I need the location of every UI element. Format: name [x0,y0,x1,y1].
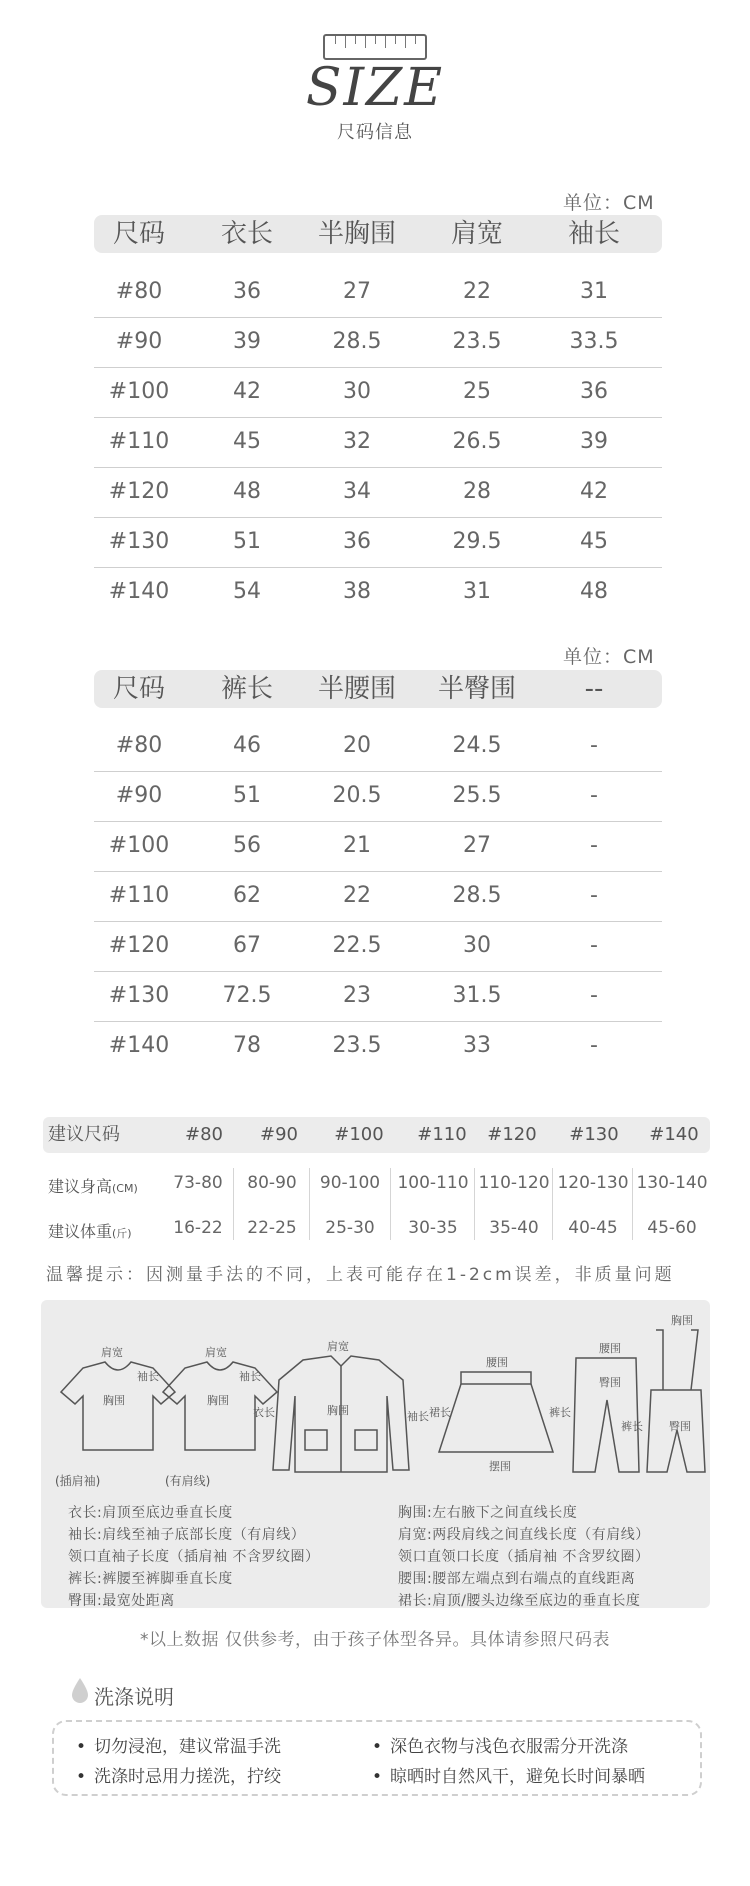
table-cell: 78 [233,1033,261,1058]
washing-item: • 深色衣物与浅色衣服需分开洗涤 [372,1732,628,1757]
header-cell: 袖长 [567,219,620,249]
desc-left: 袖长:肩线至袖子底部长度（有肩线） [68,1527,306,1543]
recommend-weight: 16-22 [173,1218,223,1238]
label-chest: 胸围 [207,1395,229,1407]
table-row [0,771,750,821]
table-row [0,267,750,317]
label-length: 衣长 [253,1407,275,1419]
table-cell: 72.5 [222,983,272,1008]
table-cell: #80 [115,279,163,304]
table-cell: #110 [108,883,170,908]
label-hem: 摆围 [489,1461,511,1473]
table-cell: 36 [343,529,371,554]
desc-right: 胸围:左右腋下之间直线长度 [398,1505,578,1521]
recommend-size: #110 [417,1124,467,1145]
label-pants-length: 裤长 [549,1407,571,1419]
table-row [0,467,750,517]
label-pants-length: 裤长 [621,1421,643,1433]
table-cell: 23 [343,983,371,1008]
washing-item: • 晾晒时自然风干，避免长时间暴晒 [372,1762,645,1787]
table-header [94,670,662,708]
recommend-height: 110-120 [478,1173,550,1193]
garment-illustrations [41,1300,710,1480]
table-cell: #90 [115,783,163,808]
table-row [0,367,750,417]
recommend-height: 100-110 [397,1173,469,1193]
height-unit: (CM) [112,1182,138,1195]
divider [552,1168,553,1240]
table-row [0,921,750,971]
recommend-size: #100 [334,1124,384,1145]
recommend-weight: 45-60 [647,1218,697,1238]
table-cell: 20 [343,733,371,758]
header-cell: 半臀围 [437,674,516,704]
label-shoulder: 肩宽 [205,1347,227,1359]
table-cell: - [590,1033,598,1058]
divider [233,1168,234,1240]
table-cell: 48 [233,479,261,504]
label-waist: 腰围 [599,1343,621,1355]
table-cell: 42 [233,379,261,404]
label-skirt-length: 裙长 [429,1407,451,1419]
table-cell: 20.5 [332,783,382,808]
table-cell: #130 [108,983,170,1008]
weight-label [48,1219,132,1242]
label-chest: 胸围 [327,1405,349,1417]
pants-icon [573,1358,639,1472]
ruler-icon [323,34,427,60]
unit-label: 单位：CM [563,192,655,214]
washing-instructions [52,1720,702,1796]
recommend-header-label: 建议尺码 [48,1124,120,1145]
desc-right: 肩宽:两段肩线之间直线长度（有肩线） [398,1527,650,1543]
table-cell: 32 [343,429,371,454]
water-drop-icon [70,1676,90,1704]
table-cell: 51 [233,529,261,554]
weight-label-text: 建议体重 [48,1222,113,1241]
table-cell: 22 [463,279,491,304]
table-cell: - [590,783,598,808]
table-cell: 25 [463,379,491,404]
desc-left: 裤长:裤腰至裤脚垂直长度 [68,1571,233,1587]
table-cell: 27 [463,833,491,858]
header-cell: 尺码 [112,219,165,249]
table-row [0,821,750,871]
table-row [0,317,750,367]
divider [474,1168,475,1240]
table-cell: - [590,833,598,858]
label-shoulder: 肩宽 [101,1347,123,1359]
recommend-weight: 30-35 [408,1218,458,1238]
table-cell: #140 [108,1033,170,1058]
label-chest: 胸围 [103,1395,125,1407]
header-cell: 半胸围 [317,219,396,249]
table-cell: 22.5 [332,933,382,958]
table-cell: 26.5 [452,429,502,454]
divider [309,1168,310,1240]
header-cell: -- [584,674,604,704]
caption-shoulder-line: (有肩线) [165,1474,211,1488]
table-cell: 56 [233,833,261,858]
table-cell: 25.5 [452,783,502,808]
header-cell: 尺码 [112,674,165,704]
table-cell: #140 [108,579,170,604]
washing-item: • 洗涤时忌用力搓洗，拧绞 [76,1762,281,1787]
table-cell: 33 [463,1033,491,1058]
table-cell: 28 [463,479,491,504]
label-sleeve: 袖长 [239,1371,261,1383]
label-sleeve: 袖长 [137,1371,159,1383]
washing-title: 洗涤说明 [94,1685,174,1709]
table-row [0,417,750,467]
caption-raglan: (插肩袖) [55,1474,101,1488]
label-chest: 胸围 [671,1315,693,1327]
recommend-height: 130-140 [636,1173,708,1193]
desc-right: 裙长:肩顶/腰头边缘至底边的垂直长度 [398,1593,641,1609]
measurement-tip: 温馨提示：因测量手法的不同，上表可能存在1-2cm误差，非质量问题 [46,1265,675,1285]
divider [632,1168,633,1240]
table-cell: 38 [343,579,371,604]
desc-left: 领口直袖子长度（插肩袖 不含罗纹圈） [68,1549,320,1565]
table-cell: 21 [343,833,371,858]
table-cell: 36 [580,379,608,404]
unit-label: 单位：CM [563,646,655,668]
measurement-diagram-panel [41,1300,710,1608]
table-cell: 31 [463,579,491,604]
height-label-text: 建议身高 [48,1177,113,1196]
table-cell: 42 [580,479,608,504]
table-cell: #130 [108,529,170,554]
page-title: SIZE [305,58,445,118]
recommend-size: #80 [185,1124,223,1145]
recommend-height: 120-130 [557,1173,629,1193]
table-cell: 30 [343,379,371,404]
table-cell: 23.5 [332,1033,382,1058]
table-cell: #110 [108,429,170,454]
page-subtitle: 尺码信息 [337,122,413,143]
recommend-weight: 35-40 [489,1218,539,1238]
recommend-height: 73-80 [173,1173,223,1193]
table-cell: 36 [233,279,261,304]
table-cell: 23.5 [452,329,502,354]
label-shoulder: 肩宽 [327,1341,349,1353]
table-cell: 45 [580,529,608,554]
recommend-size: #120 [487,1124,537,1145]
recommend-weight: 22-25 [247,1218,297,1238]
table-row [0,567,750,617]
table-cell: #120 [108,933,170,958]
recommend-weight: 40-45 [568,1218,618,1238]
recommend-height: 90-100 [319,1173,381,1193]
table-cell: #120 [108,479,170,504]
table-cell: 24.5 [452,733,502,758]
table-cell: #80 [115,733,163,758]
table-cell: - [590,983,598,1008]
header-cell: 半腰围 [317,674,396,704]
table-cell: 39 [580,429,608,454]
table-cell: 67 [233,933,261,958]
table-cell: #100 [108,379,170,404]
header-cell: 衣长 [220,219,273,249]
overalls-icon [656,1330,698,1390]
divider [390,1168,391,1240]
table-row [0,1021,750,1071]
table-row [0,971,750,1021]
recommend-height: 80-90 [247,1173,297,1193]
desc-right: 领口直领口长度（插肩袖 不含罗纹圈） [398,1549,650,1565]
recommend-header [43,1117,710,1153]
table-row [0,871,750,921]
label-sleeve: 袖长 [407,1411,429,1423]
table-row [0,517,750,567]
recommend-weight: 25-30 [325,1218,375,1238]
desc-right: 腰围:腰部左端点到右端点的直线距离 [398,1571,636,1587]
washing-item: • 切勿浸泡，建议常温手洗 [76,1732,281,1757]
table-cell: 39 [233,329,261,354]
header-cell: 裤长 [220,674,273,704]
recommend-size: #90 [260,1124,298,1145]
skirt-icon [461,1372,531,1384]
table-cell: 54 [233,579,261,604]
reference-note: *以上数据 仅供参考，由于孩子体型各异。具体请参照尺码表 [140,1630,610,1650]
table-cell: #90 [115,329,163,354]
label-hip: 臀围 [599,1377,621,1389]
table-cell: 51 [233,783,261,808]
table-cell: - [590,883,598,908]
weight-unit: (斤) [112,1227,132,1240]
desc-left: 臀围:最宽处距离 [68,1593,175,1609]
table-cell: - [590,933,598,958]
recommend-size: #140 [649,1124,699,1145]
table-cell: 48 [580,579,608,604]
table-cell: 45 [233,429,261,454]
table-cell: 30 [463,933,491,958]
desc-left: 衣长:肩顶至底边垂直长度 [68,1505,233,1521]
table-cell: 46 [233,733,261,758]
table-cell: 28.5 [332,329,382,354]
table-row [0,721,750,771]
table-cell: 33.5 [569,329,619,354]
table-cell: 62 [233,883,261,908]
header-cell: 肩宽 [450,219,503,249]
height-label [48,1174,138,1197]
table-cell: 27 [343,279,371,304]
label-waist: 腰围 [486,1357,508,1369]
table-cell: 28.5 [452,883,502,908]
table-cell: - [590,733,598,758]
table-cell: 31.5 [452,983,502,1008]
table-header [94,215,662,253]
table-cell: 31 [580,279,608,304]
label-hip: 臀围 [669,1421,691,1433]
table-cell: 22 [343,883,371,908]
recommend-size: #130 [569,1124,619,1145]
table-cell: 29.5 [452,529,502,554]
table-cell: 34 [343,479,371,504]
table-cell: #100 [108,833,170,858]
